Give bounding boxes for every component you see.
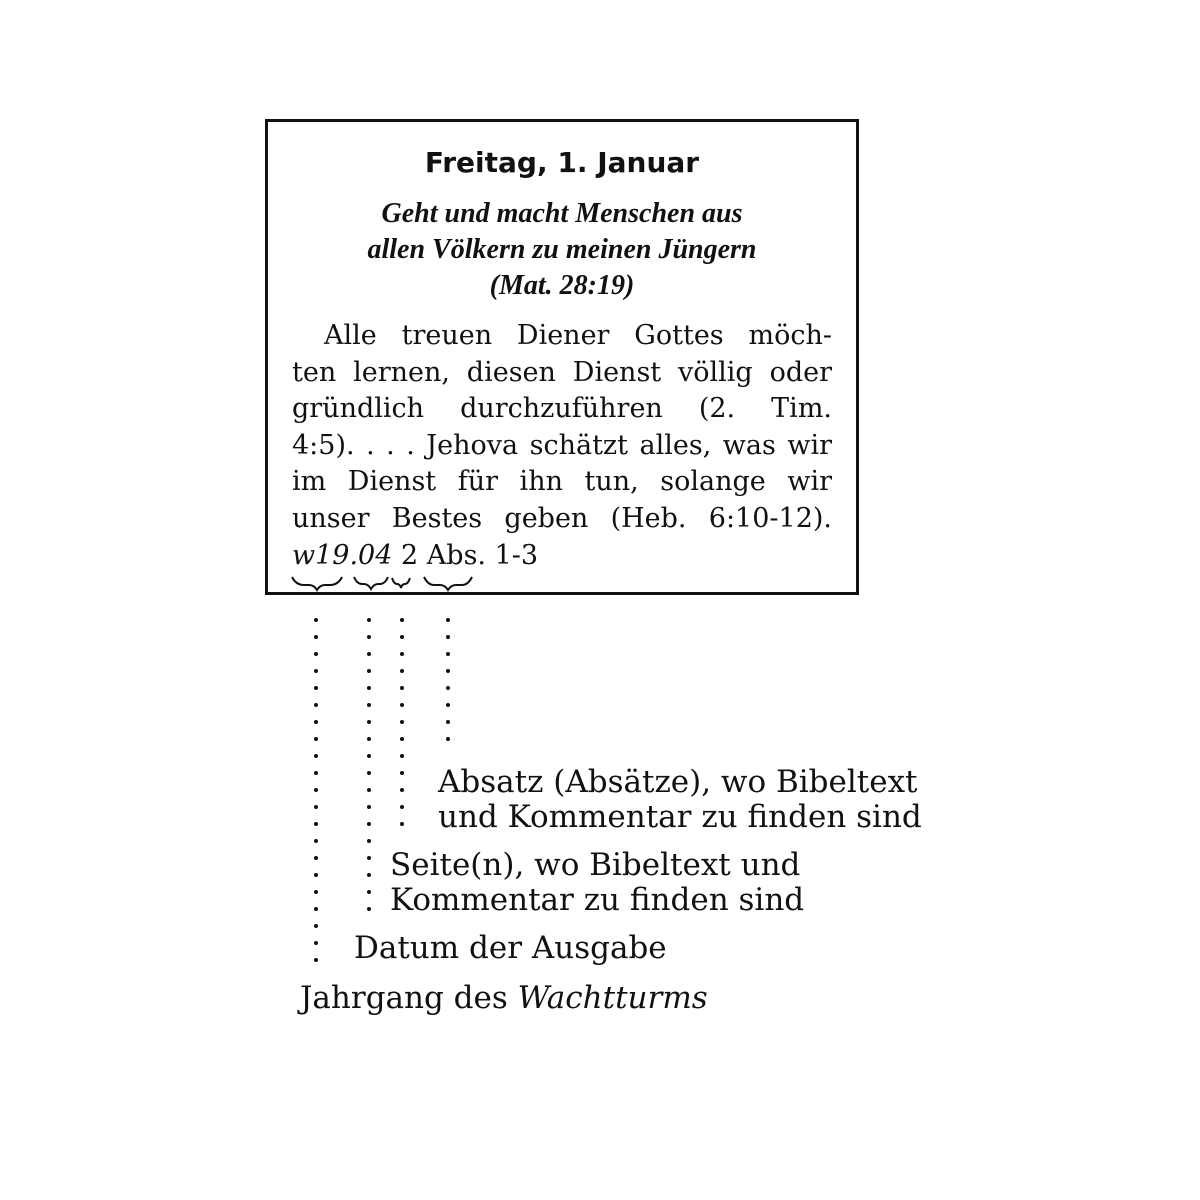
comment-line: unser Bestes geben (Heb. 6:10-12). — [292, 502, 832, 534]
publication-code: w19.04 — [292, 540, 393, 571]
label-issue-date — [354, 931, 667, 966]
label-paragraph — [438, 765, 922, 835]
comment-text — [292, 318, 832, 537]
label-line: Datum der Ausgabe — [354, 930, 667, 966]
comment-line: Alle treuen Diener Gottes möch- — [324, 320, 832, 351]
label-line — [300, 981, 708, 1016]
paragraph-range: Abs. 1-3 — [426, 540, 539, 571]
label-volume — [300, 981, 708, 1016]
comment-line: 4:5). . . . Jehova schätzt alles, was wir — [292, 429, 832, 461]
verse-line: allen Völkern zu meinen Jüngern — [367, 234, 757, 265]
verse-line: Geht und macht Menschen aus — [381, 198, 743, 229]
label-volume-title: Wachtturms — [517, 980, 708, 1016]
label-line: und Kommentar zu finden sind — [438, 799, 922, 835]
page-number: 2 — [401, 540, 419, 571]
label-volume-prefix: Jahrgang des — [300, 980, 518, 1016]
comment-line: gründlich durchzuführen (2. Tim. — [292, 393, 832, 424]
label-page — [390, 848, 804, 918]
comment-line: im Dienst für ihn tun, solange wir — [292, 466, 832, 497]
label-line: Kommentar zu finden sind — [390, 882, 805, 918]
source-reference — [292, 538, 538, 574]
verse-reference: (Mat. 28:19) — [489, 270, 635, 301]
label-line: Absatz (Absätze), wo Bibeltext — [438, 764, 918, 800]
label-line: Seite(n), wo Bibeltext und — [390, 847, 801, 883]
date-heading: Freitag, 1. Januar — [424, 146, 700, 179]
comment-line: ten lernen, diesen Dienst völlig oder — [292, 356, 832, 388]
daily-text-card — [265, 119, 859, 595]
theme-verse — [288, 196, 836, 304]
